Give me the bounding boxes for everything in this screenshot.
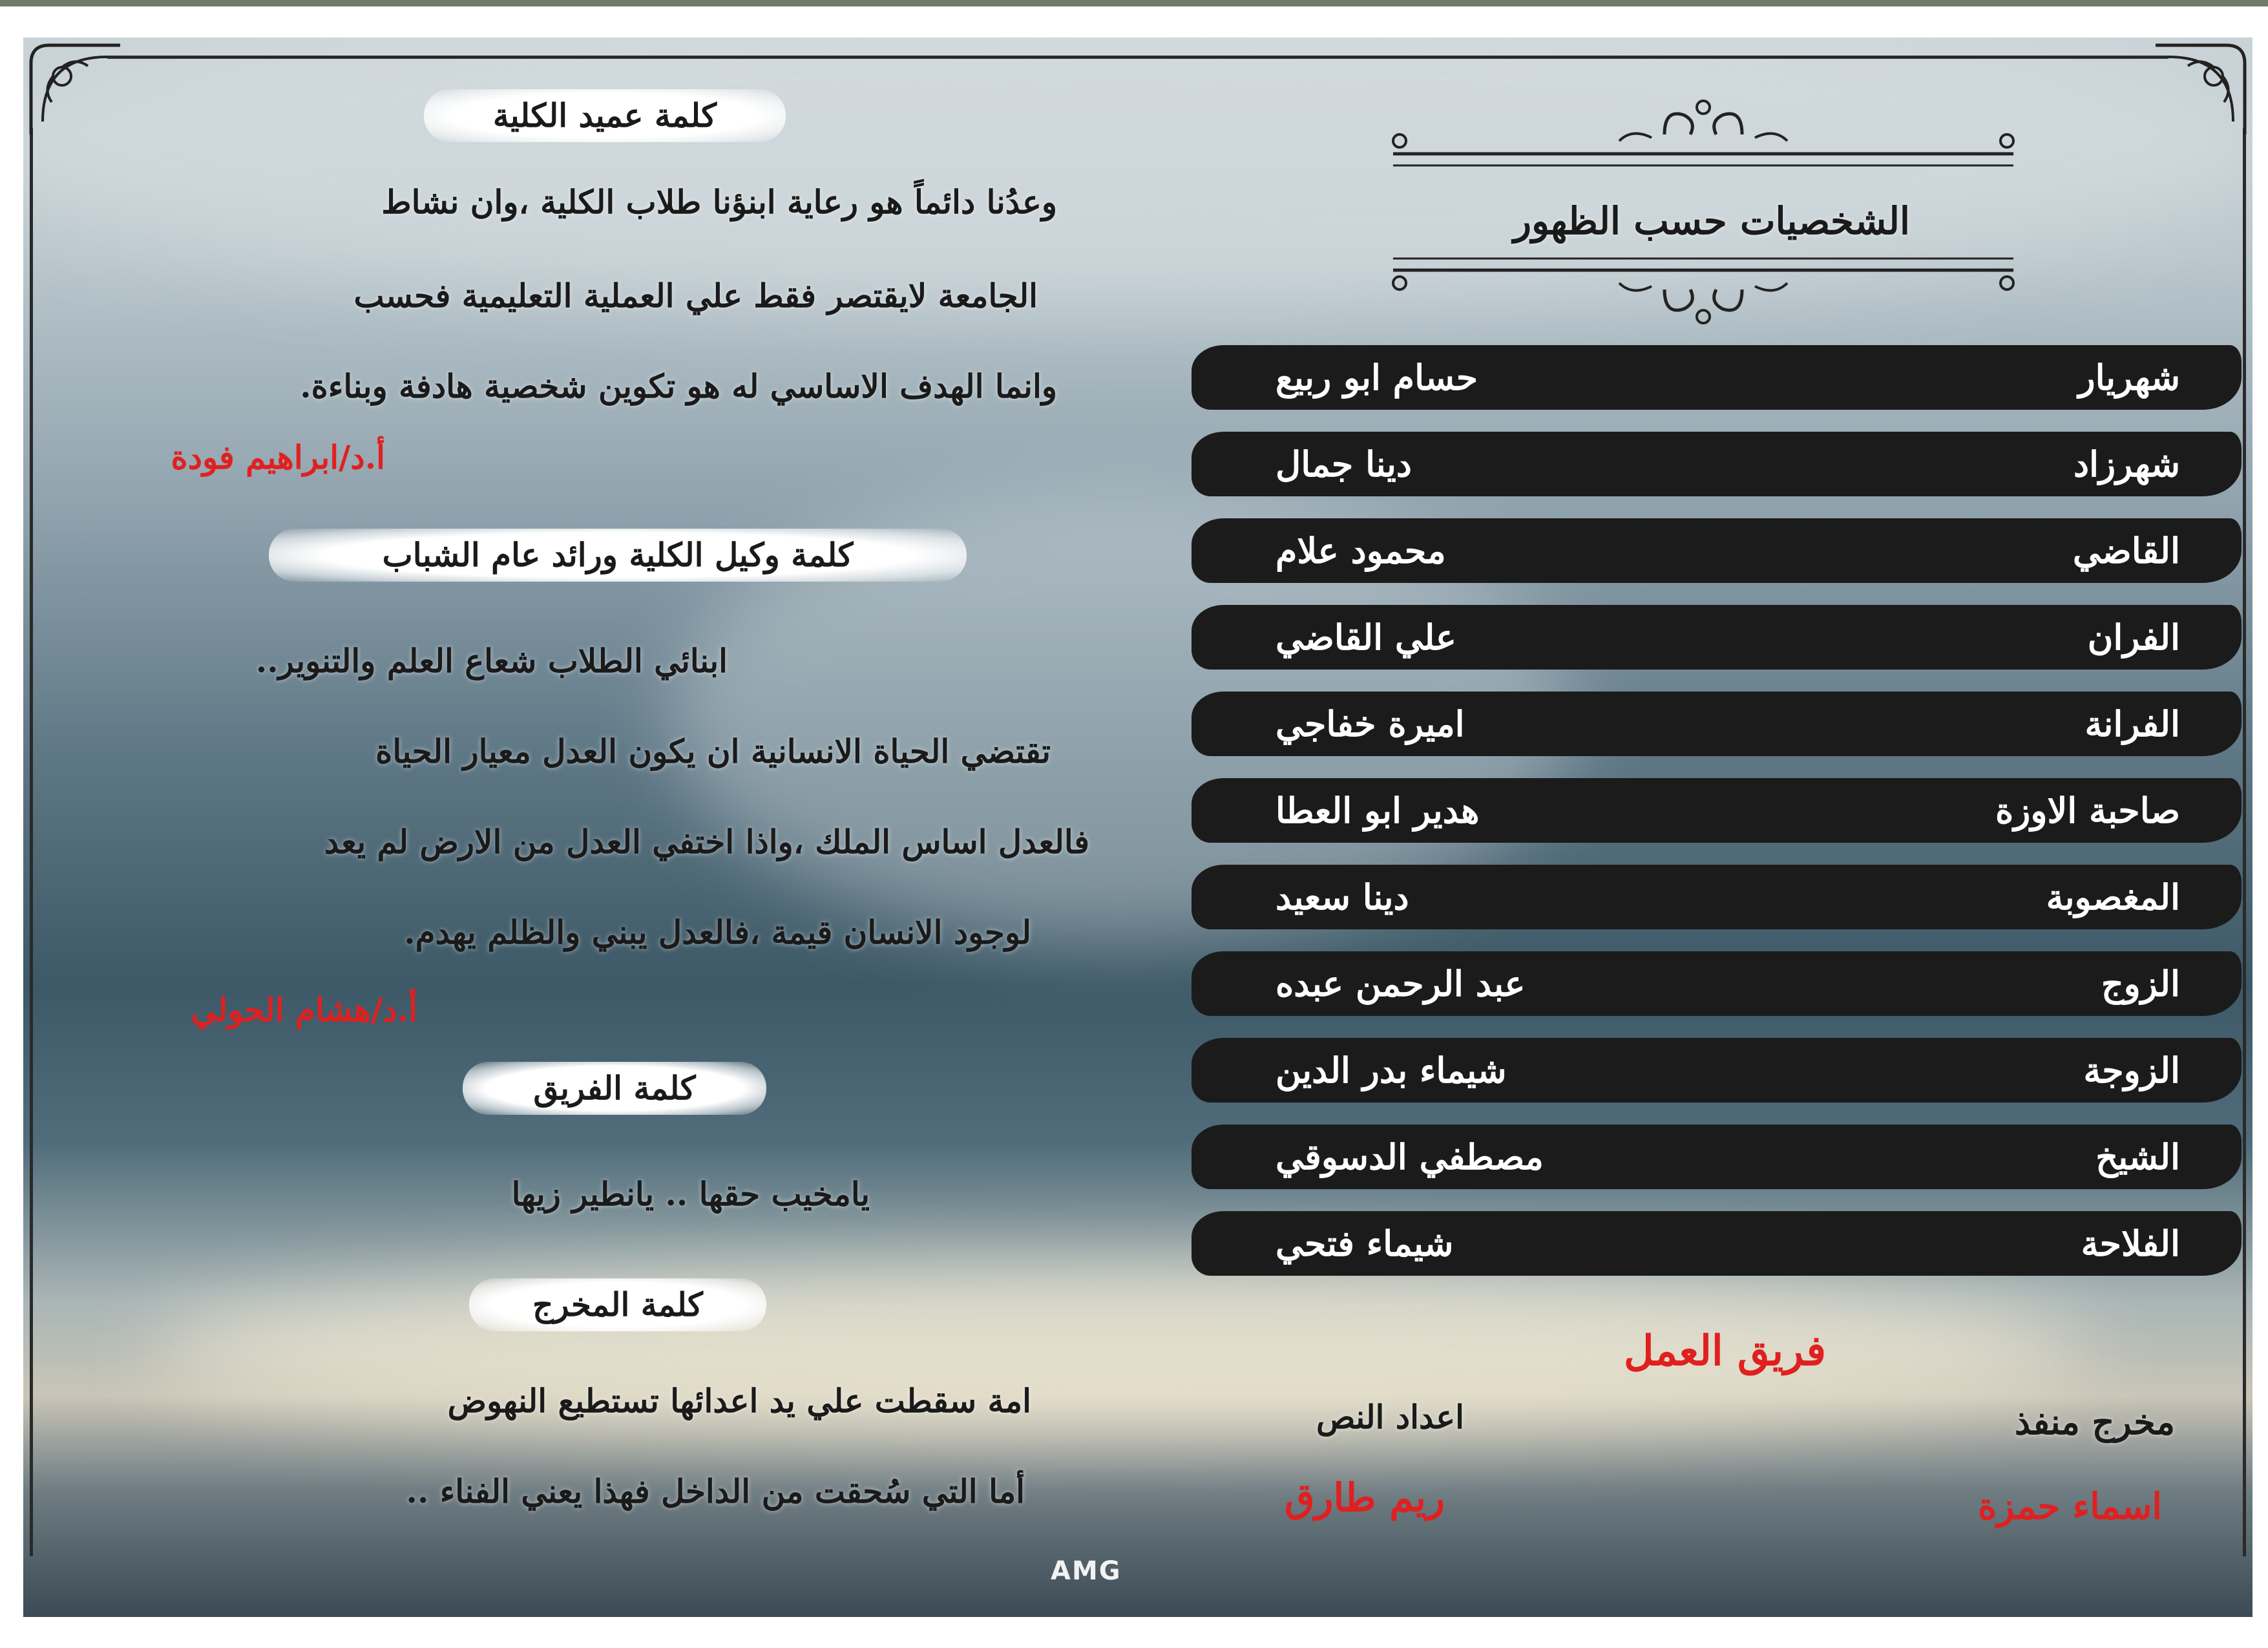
cast-row: [1192, 1211, 2242, 1276]
director-word-line-1: امة سقطت علي يد اعدائها تستطيع النهوض: [447, 1382, 1031, 1420]
ornament-bottom: [1387, 251, 2020, 335]
dean-line-1: وعدُنا دائماً هو رعاية ابنؤنا طلاب الكلية ،وان نشاط: [381, 183, 1057, 221]
vice-dean-line-4: لوجود الانسان قيمة ،فالعدل يبني والظلم يهدم.: [404, 913, 1031, 951]
corner-ornament-top-right: [2149, 37, 2252, 141]
dean-signature: أ.د/ابراهيم فودة: [171, 438, 385, 476]
cast-role: الفران: [2087, 617, 2180, 658]
cast-role: الزوج: [2101, 963, 2180, 1004]
crew-heading: فريق العمل: [1624, 1327, 1826, 1375]
cast-role: المغصوبة: [2046, 876, 2180, 918]
program-sheet: [23, 37, 2252, 1617]
vice-dean-line-3: فالعدل اساس الملك ،واذا اختفي العدل من الارض لم يعد: [324, 823, 1089, 861]
cast-actor: شيماء فتحي: [1276, 1223, 1454, 1264]
cast-actor: اميرة خفاجي: [1276, 703, 1465, 745]
cast-actor: دينا جمال: [1276, 443, 1412, 485]
cast-row: [1192, 345, 2242, 410]
frame-top: [107, 56, 2168, 59]
dean-heading: كلمة عميد الكلية: [424, 89, 786, 142]
cast-row: [1192, 951, 2242, 1016]
cast-role: صاحبة الاوزة: [1995, 790, 2180, 831]
amg-logo: AMG: [1051, 1556, 1122, 1586]
cast-row: [1192, 605, 2242, 670]
cast-row: [1192, 1125, 2242, 1189]
cast-role: القاضي: [2072, 530, 2180, 571]
vice-dean-line-2: تقتضي الحياة الانسانية ان يكون العدل معيار الحياة: [375, 732, 1051, 770]
frame-right: [2243, 128, 2246, 1556]
cast-row: [1192, 865, 2242, 929]
cast-heading: الشخصيات حسب الظهور: [1513, 199, 1910, 243]
cast-actor: عبد الرحمن عبده: [1276, 963, 1526, 1004]
vice-dean-heading: كلمة وكيل الكلية ورائد عام الشباب: [269, 529, 967, 582]
dean-line-2: الجامعة لايقتصر فقط علي العملية التعليمية فحسب: [353, 277, 1038, 315]
cast-actor: مصطفي الدسوقي: [1276, 1136, 1544, 1178]
cast-role: الزوجة: [2083, 1050, 2180, 1091]
team-word-heading: كلمة الفريق: [463, 1062, 766, 1115]
cast-role: الشيخ: [2095, 1136, 2180, 1178]
cast-role: الفلاحة: [2081, 1223, 2180, 1264]
vice-dean-signature: أ.د/هشام الحولي: [191, 991, 417, 1029]
director-name: اسماء حمزة: [1978, 1485, 2162, 1528]
cast-actor: هدير ابو العطا: [1276, 790, 1480, 831]
cast-role: الفرانة: [2084, 703, 2180, 745]
cast-actor: دينا سعيد: [1276, 876, 1409, 918]
cast-actor: محمود علام: [1276, 530, 1446, 571]
director-word-heading: كلمة المخرج: [469, 1278, 766, 1331]
cast-actor: حسام ابو ربيع: [1276, 357, 1478, 398]
script-label: اعداد النص: [1316, 1398, 1464, 1436]
top-edge-line: [0, 0, 2268, 6]
cast-actor: علي القاضي: [1276, 617, 1456, 658]
ornament-top: [1387, 89, 2020, 173]
dean-line-3: وانما الهدف الاساسي له هو تكوين شخصية هادفة وبناءة.: [300, 367, 1057, 405]
director-word-line-2: أما التي سُحقت من الداخل فهذا يعني الفناء ..: [406, 1472, 1025, 1510]
team-word-line: يامخيب حقها .. يانطير زيها: [511, 1175, 870, 1213]
cast-row: [1192, 692, 2242, 756]
corner-ornament-top-left: [23, 37, 127, 141]
cast-row: [1192, 432, 2242, 496]
script-name: ريم طارق: [1284, 1475, 1445, 1521]
cast-actor: شيماء بدر الدين: [1276, 1050, 1507, 1091]
cast-row: [1192, 518, 2242, 583]
director-label: مخرج منفذ: [2014, 1401, 2175, 1442]
cast-row: [1192, 1038, 2242, 1103]
cast-row: [1192, 778, 2242, 843]
cast-role: شهرزاد: [2073, 443, 2180, 485]
cast-role: شهريار: [2078, 357, 2180, 398]
vice-dean-line-1: ابنائي الطلاب شعاع العلم والتنوير..: [255, 642, 728, 680]
frame-left: [30, 128, 33, 1556]
